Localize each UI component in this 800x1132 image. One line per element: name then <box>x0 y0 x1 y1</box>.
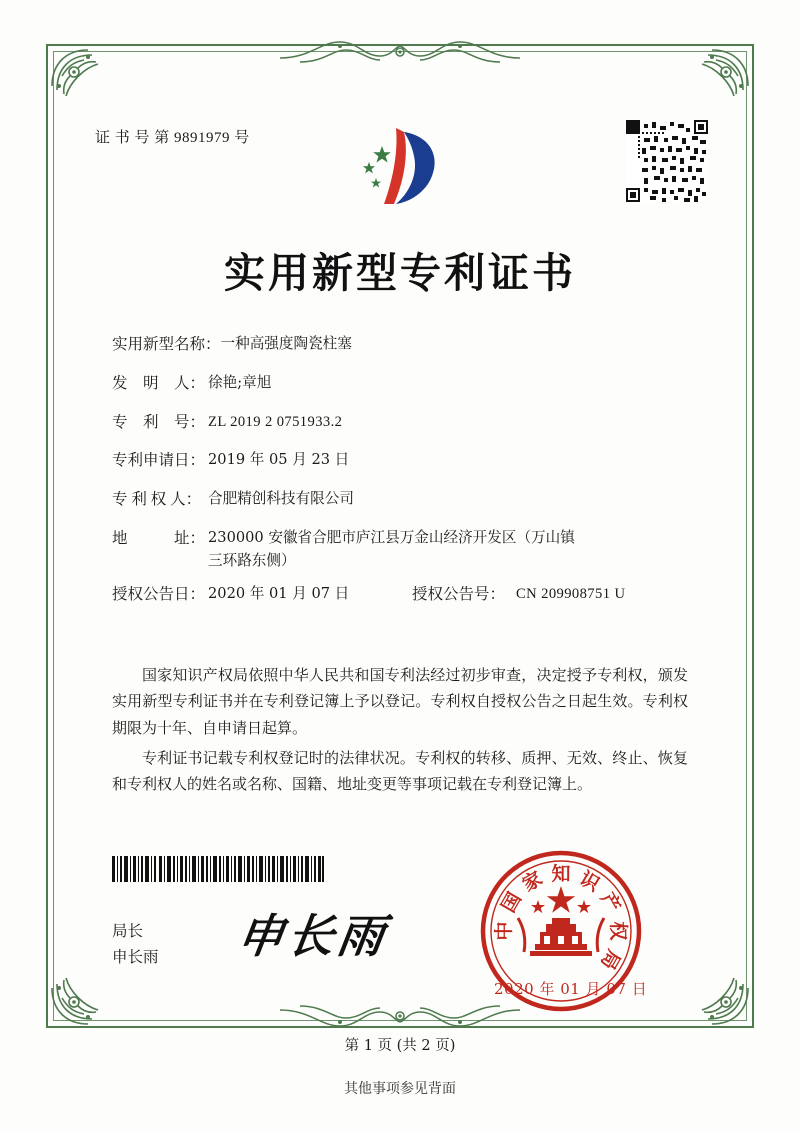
paragraph-1: 国家知识产权局依照中华人民共和国专利法经过初步审查，决定授予专利权，颁发实用新型专利证书并在专利登记簿上予以登记。专利权自授权公告之日起生效。专利权期限为十年、自申请日起算。 <box>112 666 688 737</box>
field-row-application-date <box>112 452 692 470</box>
field-label: 实用新型名称： <box>112 336 221 353</box>
field-value-grant-number: CN 209908751 U <box>516 585 626 602</box>
svg-text:产: 产 <box>596 888 625 917</box>
body-paragraphs <box>112 662 688 801</box>
field-value-continued: 三环路东侧） <box>208 551 296 569</box>
handwritten-signature: 申长雨 <box>233 909 392 963</box>
director-name-label: 申长雨 <box>112 948 159 966</box>
field-value-grant-date: 2020 年 01 月 07 日 <box>208 584 350 602</box>
field-row-inventor <box>112 375 692 393</box>
svg-text:识: 识 <box>575 867 604 896</box>
seal-date: 2020 年 01 月 07 日 <box>494 980 648 998</box>
field-value: ZL 2019 2 0751933.2 <box>208 413 343 430</box>
footer-note: 其他事项参见背面 <box>344 1081 456 1097</box>
field-value: 一种高强度陶瓷柱塞 <box>220 335 352 352</box>
field-label-grant-number: 授权公告号： <box>412 585 506 603</box>
page-title: 实用新型专利证书 <box>224 249 576 297</box>
qr-code-icon <box>626 120 708 202</box>
field-row-grant <box>112 586 692 604</box>
field-label: 专 利 号： <box>112 413 206 431</box>
svg-text:局: 局 <box>596 945 625 974</box>
field-row-name <box>112 336 692 354</box>
field-label: 发 明 人： <box>112 374 206 392</box>
svg-text:知: 知 <box>551 863 571 885</box>
field-label: 专利申请日： <box>112 452 206 470</box>
field-value: 徐艳;章旭 <box>208 373 272 391</box>
svg-text:权: 权 <box>607 921 629 941</box>
field-label: 地 址： <box>112 530 206 548</box>
field-label-grant-date: 授权公告日： <box>112 585 206 603</box>
svg-text:中: 中 <box>493 921 515 941</box>
svg-text:国: 国 <box>497 888 526 917</box>
field-row-patentee <box>112 491 692 509</box>
field-value: 230000 安徽省合肥市庐江县万金山经济开发区（万山镇 <box>208 529 575 547</box>
field-value: 合肥精创科技有限公司 <box>208 490 354 508</box>
barcode-icon <box>112 856 324 882</box>
page-indicator: 第 1 页 (共 2 页) <box>344 1038 456 1054</box>
field-list <box>112 336 692 624</box>
certificate-number: 证 书 号 第 9891979 号 <box>95 130 250 146</box>
field-value: 2019 年 05 月 23 日 <box>208 451 350 469</box>
field-row-patent-number <box>112 414 692 432</box>
cnipa-logo-icon <box>352 118 448 214</box>
svg-text:家: 家 <box>518 867 547 896</box>
signature-block <box>112 919 159 970</box>
paragraph-2: 专利证书记载专利权登记时的法律状况。专利权的转移、质押、无效、终止、恢复和专利权人的姓名或名称、国籍、地址变更等事项记载在专利登记簿上。 <box>112 748 688 793</box>
field-label: 专 利 权 人： <box>112 491 202 509</box>
director-role-label: 局长 <box>112 923 144 940</box>
top-center-ornament-icon <box>280 36 520 76</box>
field-row-address <box>112 530 692 570</box>
